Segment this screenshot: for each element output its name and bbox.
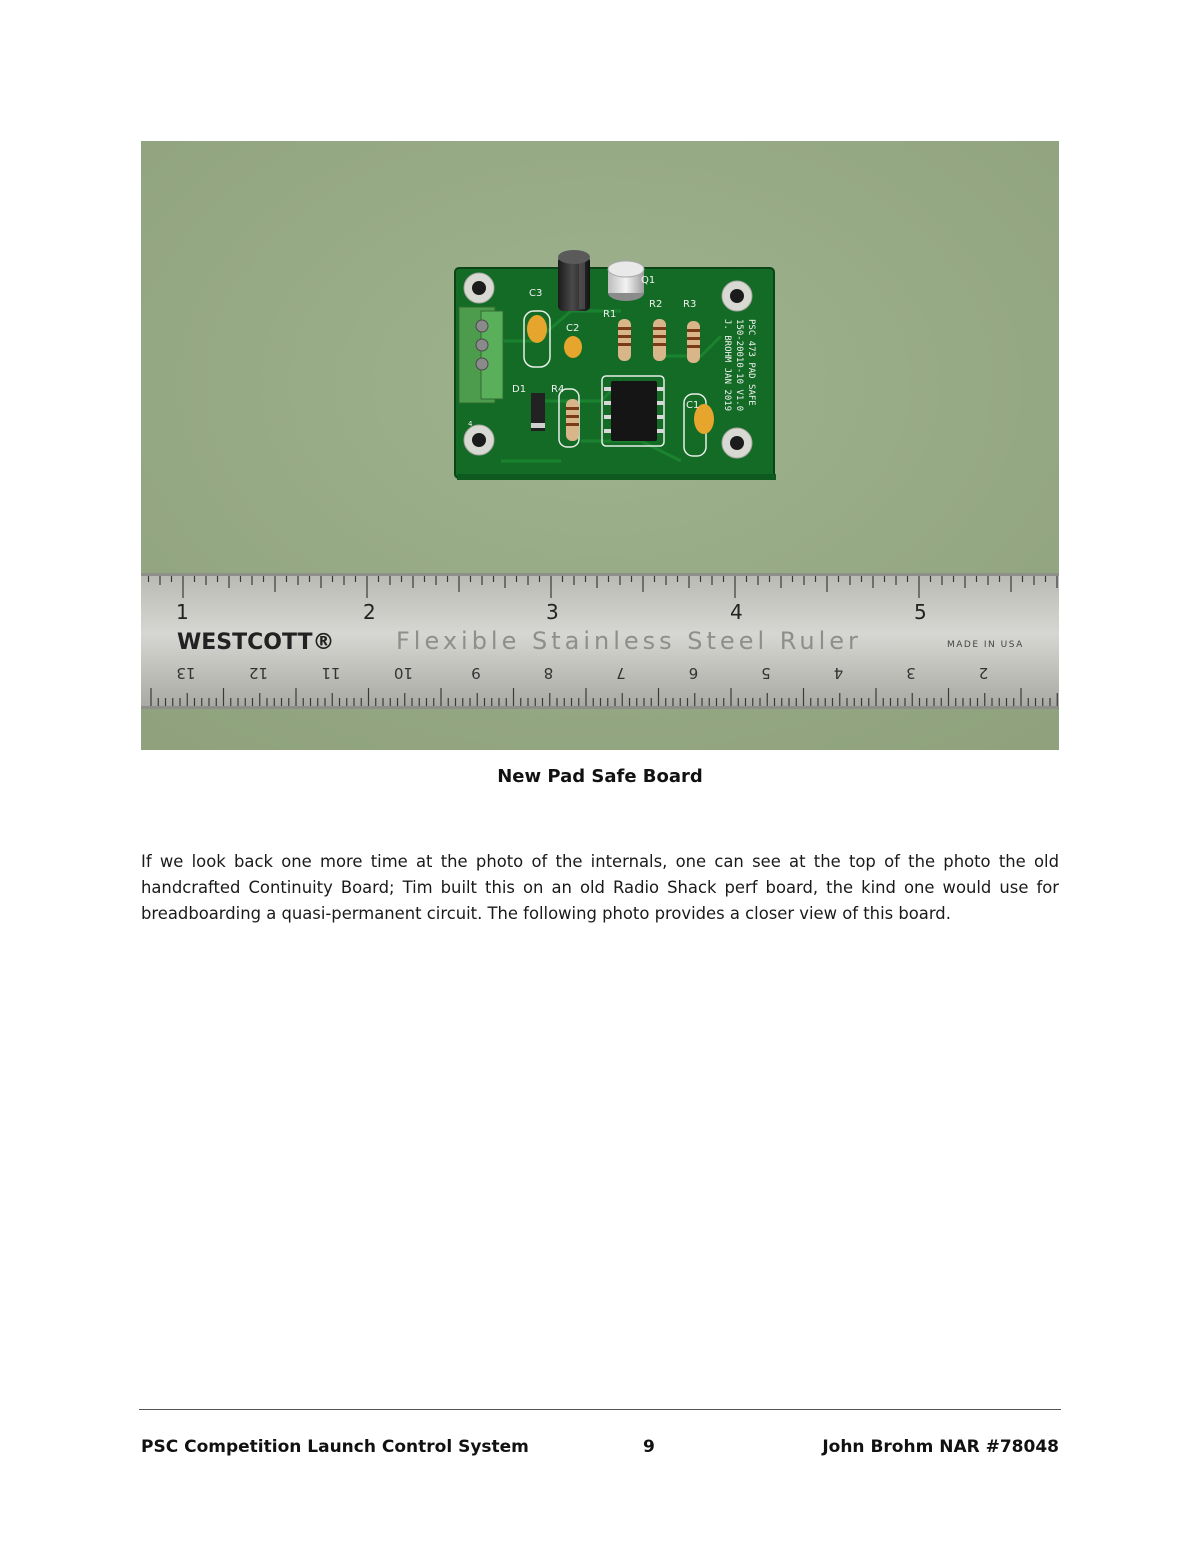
footer-title: PSC Competition Launch Control System [141, 1437, 529, 1457]
inch-number-5: 5 [914, 600, 927, 624]
inch-number-4: 4 [730, 600, 743, 624]
ruler-cm-number: 9 [471, 664, 481, 682]
page-number: 9 [643, 1437, 655, 1457]
ruler-brand: WESTCOTT® [177, 630, 335, 655]
footer-divider [139, 1409, 1061, 1410]
inch-number-1: 1 [176, 600, 189, 624]
label-4: 4 [468, 420, 473, 428]
board-author-text: J. BROHM JAN 2019 [722, 319, 732, 412]
ruler-cm-number: 12 [248, 664, 269, 682]
pcb-board [455, 250, 776, 480]
inch-number-2: 2 [363, 600, 376, 624]
ruler-cm-number: 4 [833, 664, 844, 682]
ruler-cm-number: 3 [906, 664, 916, 682]
ruler-cm-number: 10 [393, 664, 414, 682]
label-d1: D1 [512, 384, 527, 395]
inch-number-3: 3 [546, 600, 559, 624]
ruler-cm-number: 13 [176, 664, 196, 682]
label-q1: Q1 [641, 275, 656, 286]
ruler-cm-number: 6 [688, 664, 699, 682]
label-r4: R4 [551, 384, 565, 395]
ruler-text: Flexible Stainless Steel Ruler [396, 627, 862, 655]
ruler-cm-number: 7 [616, 664, 626, 682]
board-version-text: 150-20010-10 V1.0 [734, 319, 744, 412]
label-c2: C2 [566, 323, 580, 334]
ruler-cm-number: 8 [543, 664, 554, 682]
footer-author: John Brohm NAR #78048 [822, 1437, 1059, 1457]
label-r2: R2 [649, 299, 663, 310]
ruler-cm-number: 5 [761, 664, 771, 682]
body-paragraph: If we look back one more time at the photo of the internals, one can see at the top of the photo the old handcrafted Continuity Board; Tim built this on an old Radio Shack perf board, the kind one would use for breadboarding a quasi-permanent circuit. The following photo provides a closer view of this board. [141, 852, 1059, 923]
ruler-cm-number: 11 [321, 664, 341, 682]
label-c3: C3 [529, 288, 543, 299]
pad-safe-board-photo [141, 141, 1059, 750]
ruler-made-in: MADE IN USA [947, 640, 1024, 650]
label-r1: R1 [603, 309, 617, 320]
board-title-text: PSC 473 PAD SAFE [746, 319, 756, 406]
label-r3: R3 [683, 299, 697, 310]
label-c1: C1 [686, 400, 700, 411]
figure-caption: New Pad Safe Board [497, 766, 703, 787]
steel-ruler [141, 573, 1059, 709]
ruler-cm-number: 2 [978, 664, 989, 682]
